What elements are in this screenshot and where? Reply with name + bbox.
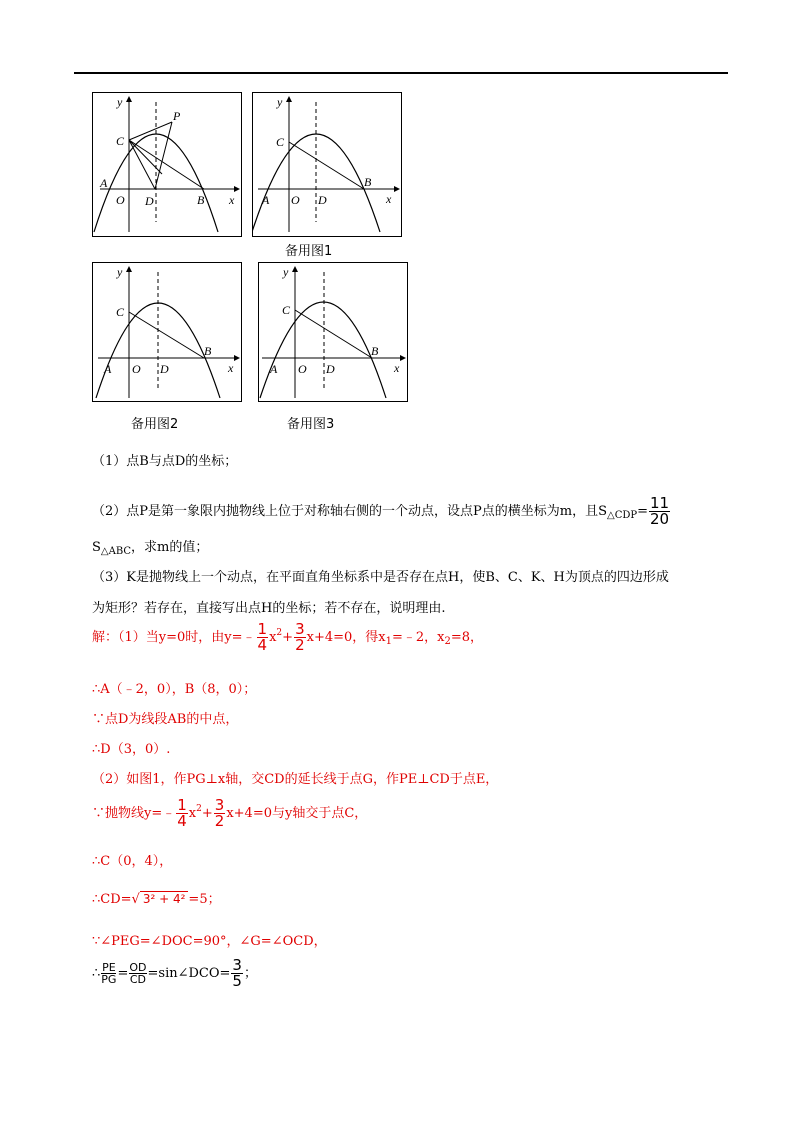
- label-o: O: [116, 193, 125, 207]
- fraction-11-20: $\frac{11}{20}$: [650, 494, 670, 528]
- label-a: A: [104, 362, 112, 376]
- figure-backup-2: [92, 262, 242, 402]
- label-y: y: [117, 265, 123, 279]
- label-d: D: [318, 193, 327, 207]
- solution-line-6: ∵抛物线y=﹣ $\frac{1}{4}$ $x^2+$ $\frac{3}{2}$ x+4=0与y轴交于点C，: [92, 796, 368, 830]
- label-a: A: [262, 193, 270, 207]
- label-b: B: [364, 175, 372, 189]
- label-d: D: [145, 194, 154, 208]
- label-o: O: [298, 362, 307, 376]
- solution-line-5: （2）如图1，作PG⊥x轴，交CD的延长线于点G，作PE⊥CD于点E，: [92, 772, 499, 787]
- label-x: x: [228, 361, 234, 375]
- solution-line-3: ∵点D为线段AB的中点，: [92, 712, 239, 727]
- solution-line-9: ∵∠PEG=∠DOC=90°，∠G=∠OCD，: [92, 934, 327, 949]
- label-c: C: [276, 135, 285, 149]
- label-b: B: [204, 344, 212, 358]
- question-1: （1）点B与点D的坐标；: [92, 454, 238, 469]
- caption-backup-2: 备用图2: [131, 417, 179, 432]
- question-2-line-2: $S_{\triangle ABC}$，求m的值；: [92, 540, 209, 557]
- label-x: x: [229, 193, 235, 207]
- label-c: C: [116, 134, 125, 148]
- label-d: D: [326, 362, 335, 376]
- figure-backup-1: [252, 92, 402, 237]
- figure-main: [92, 92, 242, 237]
- question-3-line-2: 为矩形？若存在，直接写出点H的坐标；若不存在，说明理由.: [92, 601, 446, 616]
- caption-backup-3: 备用图3: [287, 417, 335, 432]
- label-d: D: [160, 362, 169, 376]
- figure-backup-3: [258, 262, 408, 402]
- question-2-line-1: （2）点P是第一象限内抛物线上位于对称轴右侧的一个动点，设点P点的横坐标为m，且$S_{\triangle CDP}=$ $\frac{11}{20}$: [92, 494, 670, 528]
- label-a: A: [100, 176, 108, 190]
- label-o: O: [132, 362, 141, 376]
- label-a: A: [270, 362, 278, 376]
- question-3-line-1: （3）K是抛物线上一个动点，在平面直角坐标系中是否存在点H，使B、C、K、H为顶点的四边形成: [92, 570, 669, 585]
- label-x: x: [394, 361, 400, 375]
- caption-backup-1: 备用图1: [285, 244, 333, 259]
- solution-line-4: ∴D（3，0）.: [92, 742, 171, 757]
- solution-line-2: ∴A（﹣2，0），B（8，0）；: [92, 682, 257, 697]
- label-c: C: [282, 303, 291, 317]
- label-y: y: [277, 95, 283, 109]
- solution-line-7: ∴C（0，4），: [92, 854, 173, 869]
- label-o: O: [291, 193, 300, 207]
- label-c: C: [116, 305, 125, 319]
- label-b: B: [197, 193, 205, 207]
- header-rule: [74, 72, 728, 74]
- label-y: y: [117, 95, 123, 109]
- label-y: y: [283, 265, 289, 279]
- solution-line-10: ∴ $\frac{PE}{PG}$ = $\frac{OD}{CD}$ =sin∠DCO= $\frac{3}{5}$ ；: [92, 956, 257, 990]
- label-x: x: [386, 192, 392, 206]
- solution-line-1: 解：（1）当y=0时，由y=﹣ $\frac{1}{4}$ $x^2+$ $\frac{3}{2}$ x+4=0，得$x_1=﹣2$，$x_2=8$，: [92, 620, 484, 654]
- label-b: B: [371, 344, 379, 358]
- label-p: P: [173, 109, 181, 123]
- solution-line-8: ∴CD=√ 3² + 4² =5；: [92, 892, 221, 907]
